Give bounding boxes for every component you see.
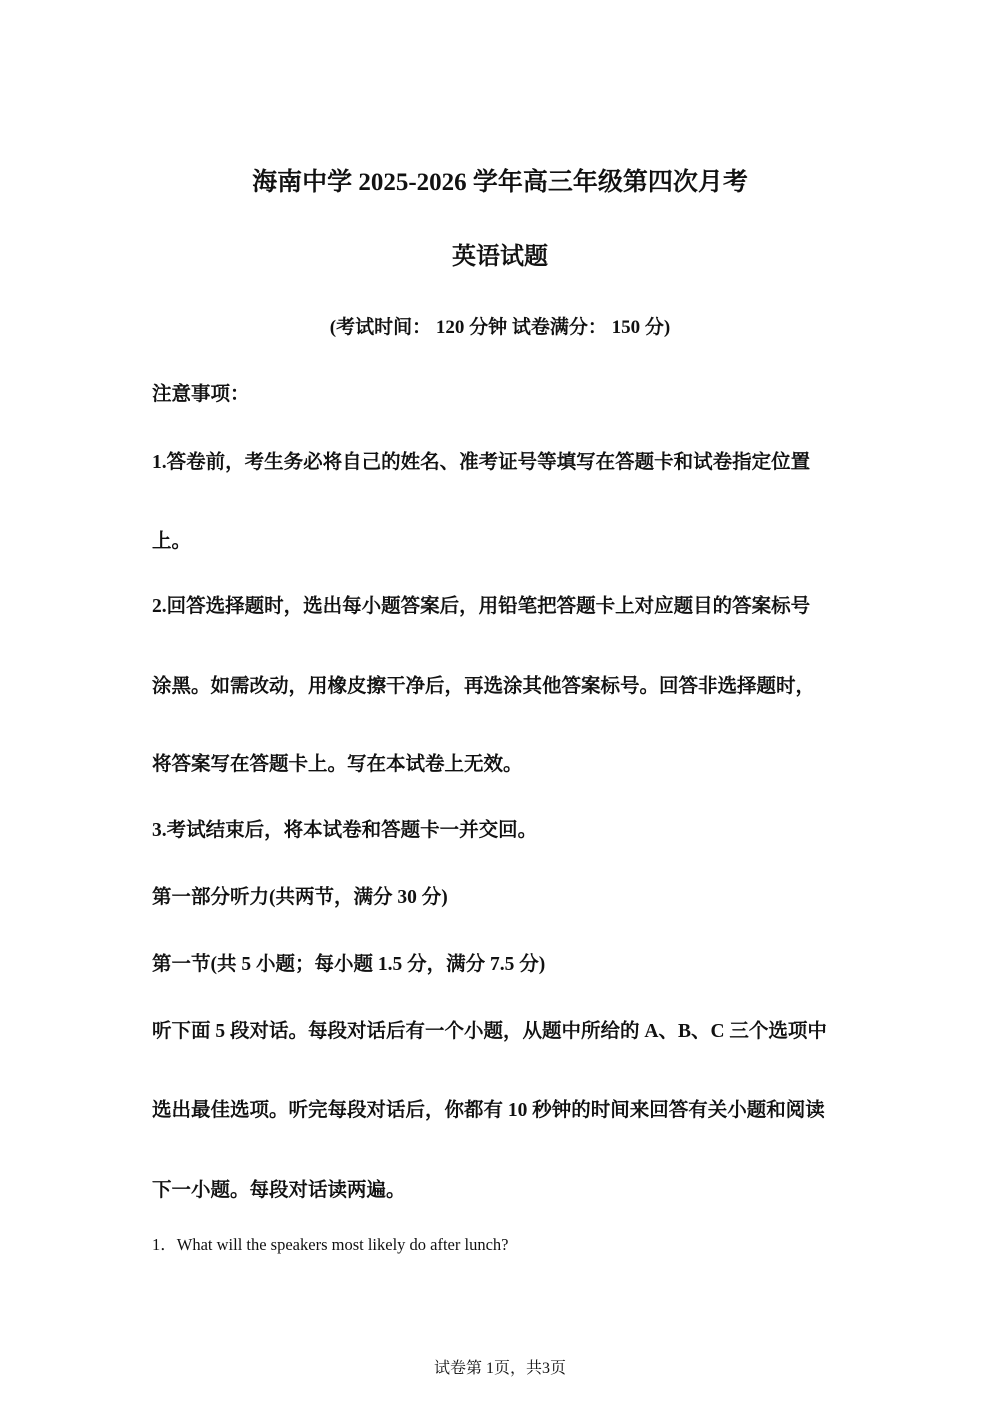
- notice-item-1-line-1: 1.答卷前，考生务必将自己的姓名、准考证号等填写在答题卡和试卷指定位置: [152, 452, 811, 473]
- page-footer: 试卷第 1页，共3页: [433, 1360, 566, 1377]
- notice-item-3: 3.考试结束后，将本试卷和答题卡一并交回。: [152, 820, 538, 841]
- section1-heading: 第一节(共 5 小题；每小题 1.5 分，满分 7.5 分): [152, 954, 546, 975]
- notice-item-1-line-2: 上。: [152, 531, 192, 552]
- notice-item-2-line-3: 将答案写在答题卡上。写在本试卷上无效。: [152, 754, 523, 775]
- exam-subject: 英语试题: [452, 244, 548, 270]
- part1-heading: 第一部分听力(共两节，满分 30 分): [152, 887, 448, 908]
- notice-heading: 注意事项：: [152, 384, 250, 405]
- exam-title: 海南中学 2025-2026 学年高三年级第四次月考: [252, 169, 748, 196]
- question-1: 1．What will the speakers most likely do after lunch?: [152, 1235, 509, 1254]
- notice-item-2-line-1: 2.回答选择题时，选出每小题答案后，用铅笔把答题卡上对应题目的答案标号: [152, 596, 811, 617]
- instructions-line-1: 听下面 5 段对话。每段对话后有一个小题，从题中所给的 A、B、C 三个选项中: [152, 1021, 827, 1042]
- instructions-line-2: 选出最佳选项。听完每段对话后，你都有 10 秒钟的时间来回答有关小题和阅读: [152, 1100, 825, 1121]
- notice-item-2-line-2: 涂黑。如需改动，用橡皮擦干净后，再选涂其他答案标号。回答非选择题时，: [152, 676, 816, 697]
- exam-time-info: (考试时间： 120 分钟 试卷满分： 150 分): [329, 317, 671, 338]
- instructions-line-3: 下一小题。每段对话读两遍。: [152, 1180, 406, 1201]
